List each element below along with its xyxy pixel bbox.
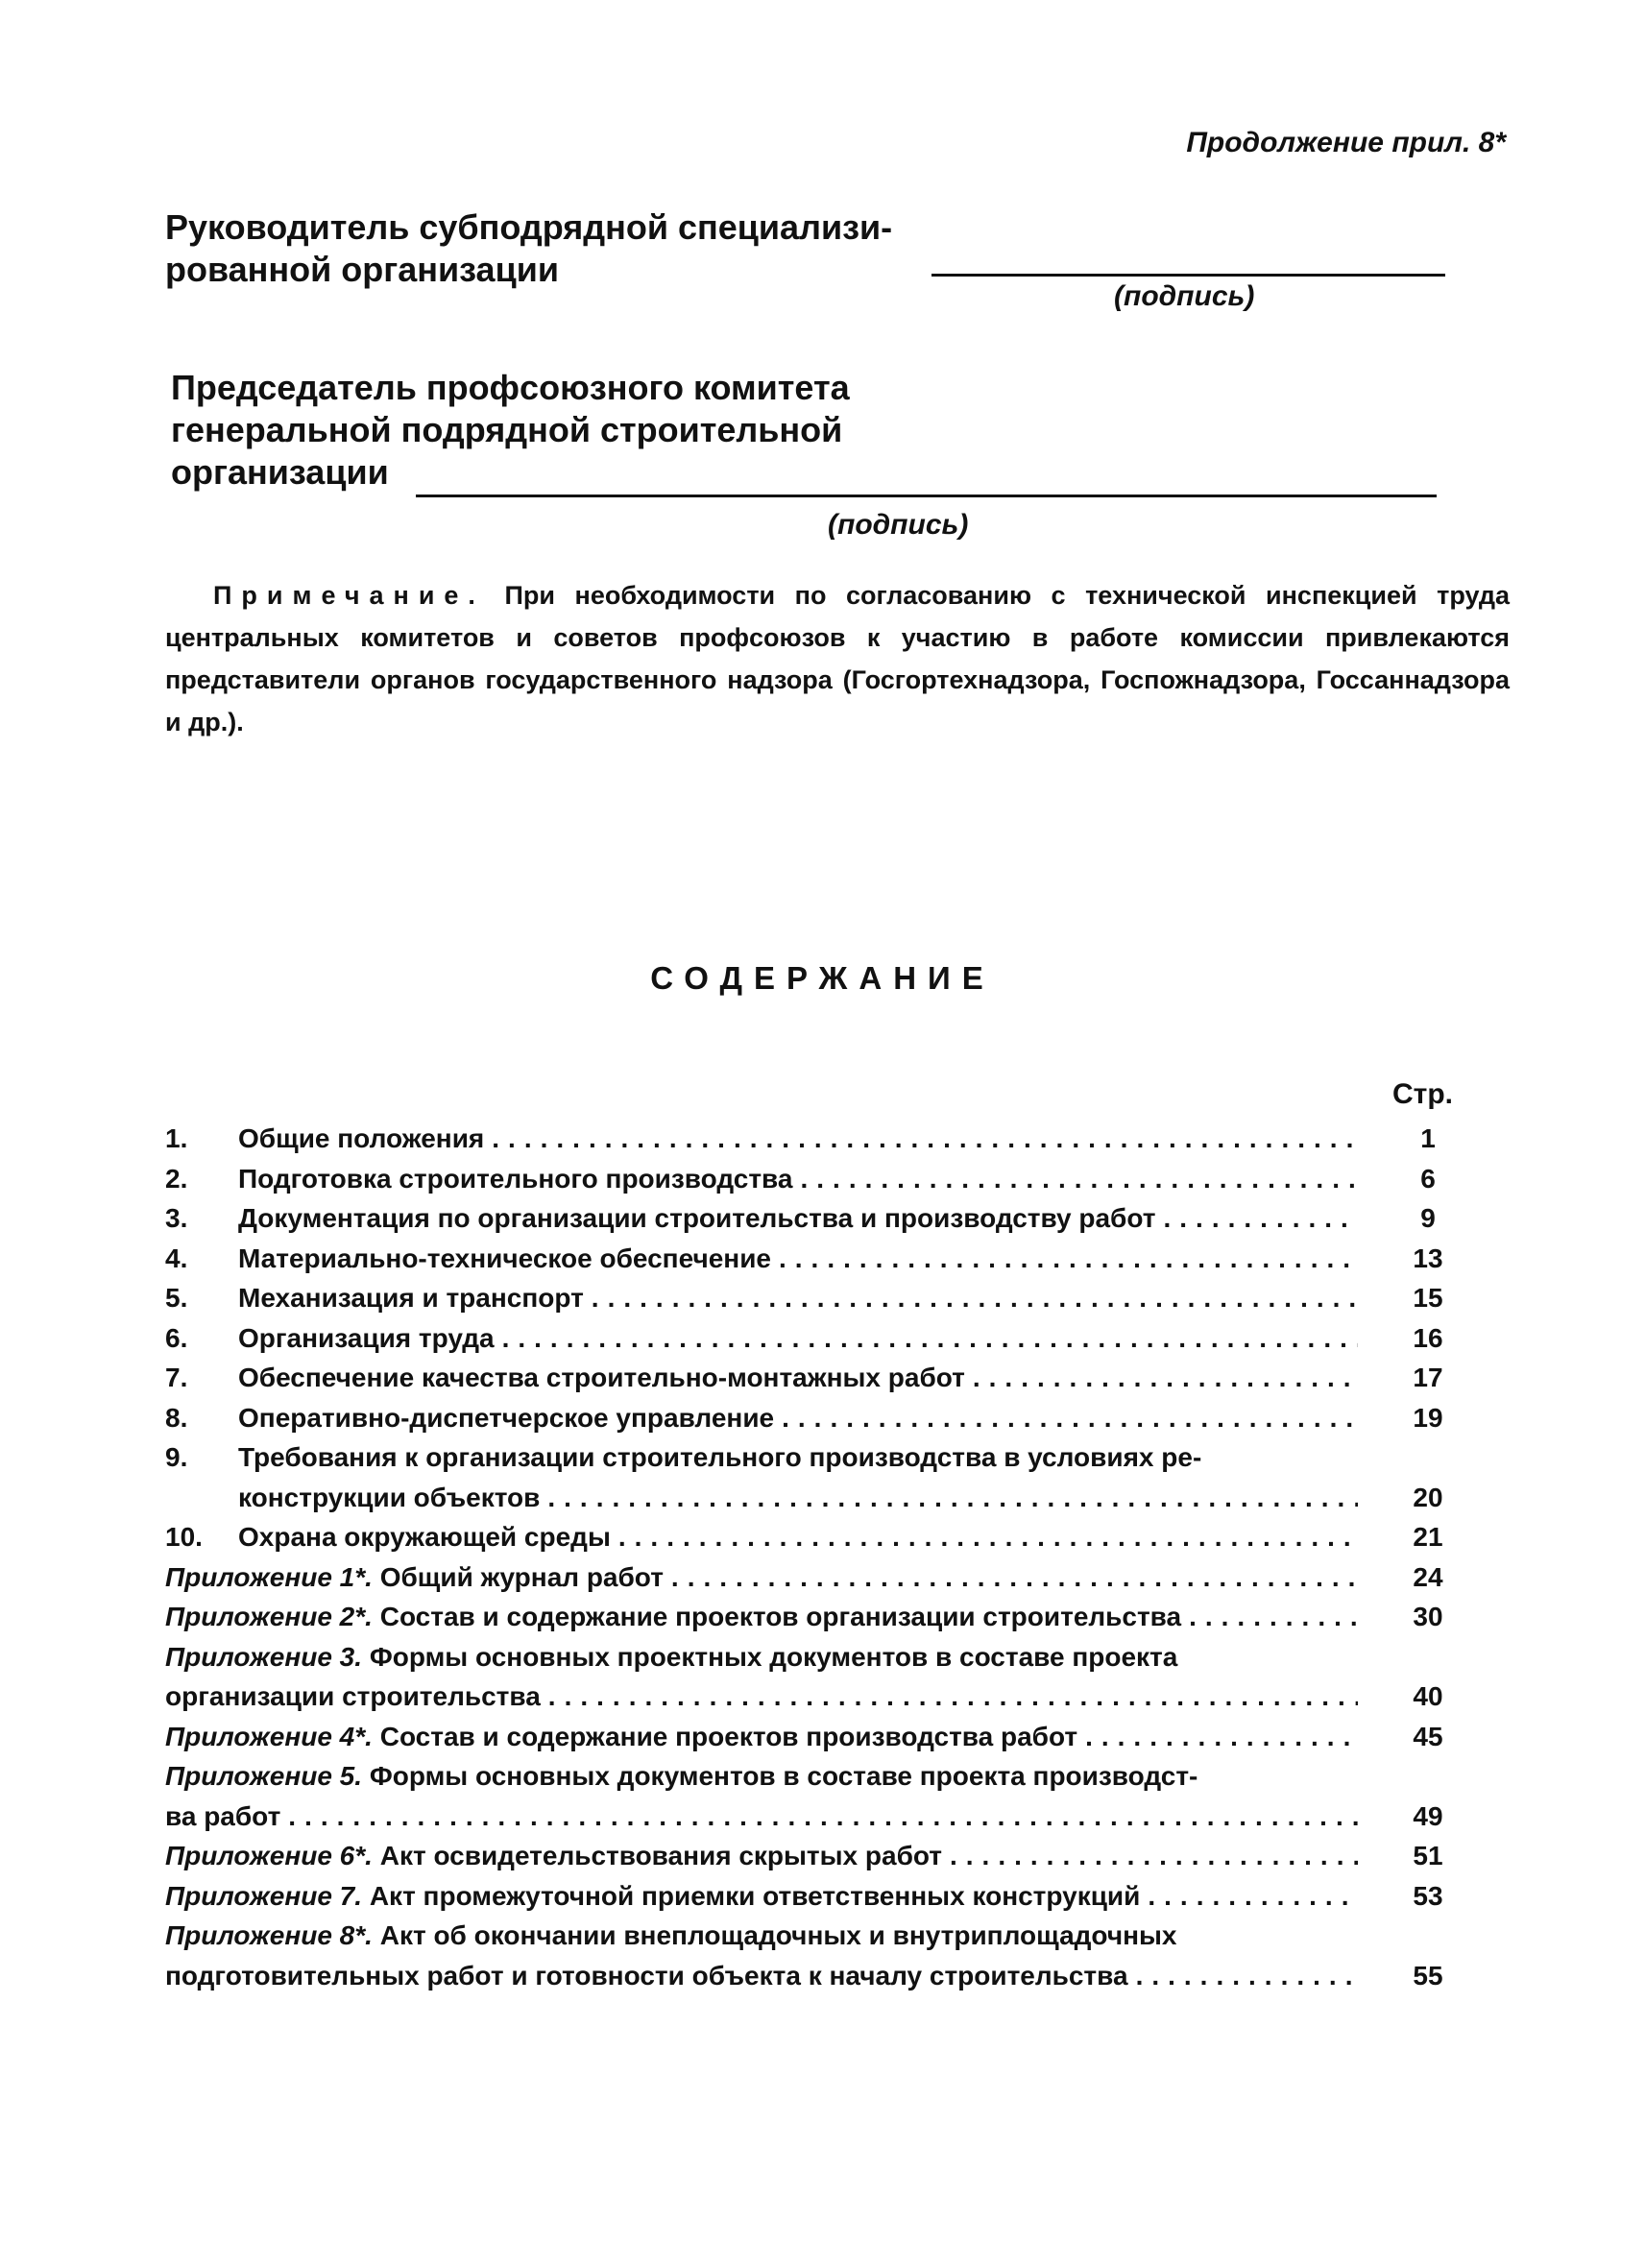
toc-entry-page: 51 <box>1413 1841 1443 1870</box>
union-title-line-1: Председатель профсоюзного комитета <box>171 368 850 407</box>
subcontractor-signature-caption: (подпись) <box>1114 280 1255 312</box>
toc-entry-title: Организация труда <box>238 1322 495 1353</box>
toc-entry-title: Материально-техническое обеспечение <box>238 1243 771 1273</box>
toc-entry <box>165 1278 1471 1318</box>
toc-appendix-label: Приложение 6*. <box>165 1841 373 1870</box>
toc-appendix-label: Приложение 4*. <box>165 1721 373 1751</box>
toc-leader-dots <box>547 1478 1358 1518</box>
toc-entry-title: Формы основных документов в составе проекта производст- <box>369 1761 1198 1791</box>
toc-entry-text-wrap <box>238 1119 484 1159</box>
toc-leader-dots <box>950 1836 1358 1876</box>
toc-entry <box>165 1239 1471 1279</box>
toc-entry-title: Оперативно-диспетчерское управление <box>238 1402 775 1433</box>
toc-entry-body <box>238 1358 1358 1398</box>
toc-entry-body <box>165 1756 1358 1797</box>
toc-entry <box>165 1717 1471 1757</box>
toc-entry-text-wrap <box>238 1478 540 1518</box>
toc-entry <box>165 1756 1471 1797</box>
toc-entry <box>165 1916 1471 1956</box>
subcontractor-title-line-2: рованной организации <box>165 250 559 289</box>
toc-entry-body <box>238 1198 1358 1239</box>
toc-entry-page: 53 <box>1413 1880 1443 1911</box>
union-signature-line <box>416 495 1437 497</box>
toc-entry-text-wrap <box>165 1637 1177 1677</box>
toc-entry-text-wrap <box>238 1278 584 1318</box>
toc-entry <box>165 1677 1471 1717</box>
toc-leader-dots <box>1148 1876 1358 1917</box>
toc-entry-text-wrap <box>165 1677 541 1717</box>
toc-leader-dots <box>1163 1198 1358 1239</box>
toc-leader-dots <box>502 1318 1358 1359</box>
toc-entry-body <box>238 1318 1358 1359</box>
toc-leader-dots <box>782 1398 1358 1438</box>
toc-entry-title: Акт промежуточной приемки ответственных конструкций <box>369 1880 1141 1911</box>
toc-entry-title: ва работ <box>165 1800 281 1831</box>
toc-entry-page: 20 <box>1413 1482 1443 1512</box>
note-text: При необходимости по согласованию с технической инспекцией труда центральных комитетов и советов профсоюзов к участию в работе комиссии привлекаются представители органов государственного надзора (Госгортехнадзора, Госпожнадзора, Госсаннадзора и др.). <box>165 581 1510 736</box>
toc-leader-dots <box>671 1557 1358 1598</box>
toc-entry-page: 16 <box>1413 1322 1443 1353</box>
toc-entry-title: подготовительных работ и готовности объекта к началу строительства <box>165 1960 1128 1991</box>
toc-entry-title: Документация по организации строительства и производству работ <box>238 1203 1156 1233</box>
toc-entry <box>165 1437 1471 1478</box>
toc-entry-text-wrap <box>165 1557 664 1598</box>
toc-entry-body <box>238 1159 1358 1199</box>
toc-leader-dots <box>618 1517 1358 1557</box>
note-paragraph <box>165 574 1510 743</box>
note-label: Примечание. <box>213 581 485 610</box>
toc-entry <box>165 1597 1471 1637</box>
toc-entry-body <box>165 1717 1358 1757</box>
toc-entry-body <box>165 1557 1358 1598</box>
toc-leader-dots <box>779 1239 1358 1279</box>
toc-entry-body <box>238 1517 1358 1557</box>
toc-entry-body <box>165 1916 1358 1956</box>
toc-entry-page: 49 <box>1413 1800 1443 1831</box>
toc-entry-title: Состав и содержание проектов производства работ <box>379 1721 1078 1751</box>
toc-entry <box>165 1956 1471 1996</box>
toc-entry-body <box>238 1437 1358 1478</box>
toc-entry-title: Подготовка строительного производства <box>238 1163 793 1194</box>
toc-entry-page: 6 <box>1420 1163 1436 1194</box>
toc-entry <box>165 1557 1471 1598</box>
toc-entry-text-wrap <box>238 1318 495 1359</box>
toc-entry-body <box>238 1119 1358 1159</box>
toc-entry <box>165 1836 1471 1876</box>
toc-entry-title: Обеспечение качества строительно-монтажных работ <box>238 1363 965 1392</box>
toc-entry <box>165 1517 1471 1557</box>
toc-entry-title: Акт освидетельствования скрытых работ <box>379 1841 942 1870</box>
toc-entry-title: организации строительства <box>165 1681 541 1711</box>
toc-entry-page: 30 <box>1413 1602 1443 1631</box>
subcontractor-signature-line <box>931 274 1445 277</box>
toc-entry <box>165 1358 1471 1398</box>
toc-entry-title: Акт об окончании внеплощадочных и внутриплощадочных <box>379 1920 1177 1950</box>
toc-entry-text-wrap <box>165 1797 280 1837</box>
toc-entry-title: Состав и содержание проектов организации строительства <box>379 1602 1182 1631</box>
toc-appendix-label: Приложение 8*. <box>165 1920 373 1950</box>
toc-entry <box>165 1637 1471 1677</box>
toc-entry-body <box>238 1239 1358 1279</box>
toc-entry-title: Требования к организации строительного производства в условиях ре- <box>238 1442 1202 1472</box>
toc-entry-text-wrap <box>165 1756 1197 1797</box>
toc-entry-page: 13 <box>1413 1243 1443 1273</box>
toc-entry-number: 7. <box>165 1363 188 1392</box>
toc-entry-text-wrap <box>238 1358 965 1398</box>
toc-entry-number: 8. <box>165 1402 188 1433</box>
toc-entry-body <box>165 1797 1358 1837</box>
toc-appendix-label: Приложение 5. <box>165 1761 363 1791</box>
toc-appendix-label: Приложение 3. <box>165 1641 363 1672</box>
toc-entry-page: 21 <box>1413 1522 1443 1552</box>
toc-entry-text-wrap <box>165 1717 1077 1757</box>
toc-leader-dots <box>288 1797 1358 1837</box>
toc-entry-title: Механизация и транспорт <box>238 1283 584 1313</box>
union-title-line-3: организации <box>171 452 389 492</box>
toc-entry-body <box>165 1597 1358 1637</box>
toc-entry-page: 9 <box>1420 1203 1436 1233</box>
toc-leader-dots <box>800 1159 1358 1199</box>
toc-entry <box>165 1119 1471 1159</box>
subcontractor-signature-block <box>165 206 892 291</box>
toc-entry-title: Формы основных проектных документов в составе проекта <box>369 1641 1178 1672</box>
toc-leader-dots <box>1189 1597 1358 1637</box>
toc-entry-number: 10. <box>165 1522 203 1552</box>
toc-entry-number: 6. <box>165 1322 188 1353</box>
toc-entry <box>165 1398 1471 1438</box>
toc-entry-body <box>238 1478 1358 1518</box>
toc-leader-dots <box>492 1119 1358 1159</box>
toc-entry-number: 1. <box>165 1123 188 1153</box>
toc-leader-dots <box>592 1278 1358 1318</box>
toc-entry <box>165 1198 1471 1239</box>
continuation-label: Продолжение прил. 8* <box>1186 127 1506 158</box>
toc-leader-dots <box>1085 1717 1358 1757</box>
toc-entry-text-wrap <box>238 1239 771 1279</box>
toc-entry-number: 9. <box>165 1442 188 1472</box>
toc-entry-body <box>238 1278 1358 1318</box>
toc-entry-text-wrap <box>238 1198 1155 1239</box>
toc-entry-page: 40 <box>1413 1681 1443 1711</box>
toc-leader-dots <box>1136 1956 1358 1996</box>
toc-title: СОДЕРЖАНИЕ <box>650 960 995 996</box>
toc-entry <box>165 1478 1471 1518</box>
toc-entry-page: 17 <box>1413 1363 1443 1392</box>
toc-entry-text-wrap <box>238 1398 774 1438</box>
union-signature-caption: (подпись) <box>828 509 969 541</box>
toc-entry-text-wrap <box>165 1597 1181 1637</box>
toc-entry-page: 15 <box>1413 1283 1443 1313</box>
toc-entry-page: 55 <box>1413 1960 1443 1991</box>
toc-entry-page: 45 <box>1413 1721 1443 1751</box>
toc-entry-title: конструкции объектов <box>238 1482 541 1512</box>
toc-entry-body <box>165 1876 1358 1917</box>
toc-entry-body <box>238 1398 1358 1438</box>
toc-entry-number: 4. <box>165 1243 188 1273</box>
toc-entry-number: 3. <box>165 1203 188 1233</box>
toc-entry-text-wrap <box>238 1517 611 1557</box>
toc-entry-text-wrap <box>238 1437 1201 1478</box>
toc-entry-text-wrap <box>165 1916 1176 1956</box>
toc-entry-number: 2. <box>165 1163 188 1194</box>
toc-appendix-label: Приложение 7. <box>165 1880 363 1911</box>
toc-entry <box>165 1797 1471 1837</box>
toc-appendix-label: Приложение 2*. <box>165 1602 373 1631</box>
toc-entry-body <box>165 1956 1358 1996</box>
union-title-line-2: генеральной подрядной строительной <box>171 410 843 449</box>
toc-entry <box>165 1318 1471 1359</box>
toc-entry-title: Общие положения <box>238 1123 485 1153</box>
toc-entry-body <box>165 1637 1358 1677</box>
toc-leader-dots <box>548 1677 1358 1717</box>
toc-entry-body <box>165 1836 1358 1876</box>
toc-entry-title: Охрана окружающей среды <box>238 1522 611 1552</box>
toc-entry-text-wrap <box>165 1956 1128 1996</box>
toc-entry-text-wrap <box>165 1836 942 1876</box>
toc-entry-page: 24 <box>1413 1561 1443 1592</box>
toc-entry-text-wrap <box>238 1159 792 1199</box>
toc-entry <box>165 1876 1471 1917</box>
toc-entry-page: 1 <box>1420 1123 1436 1153</box>
toc-entry-title: Общий журнал работ <box>379 1561 664 1592</box>
subcontractor-title-line-1: Руководитель субподрядной специализи- <box>165 207 893 247</box>
toc-leader-dots <box>973 1358 1358 1398</box>
table-of-contents <box>165 1119 1471 1995</box>
toc-appendix-label: Приложение 1*. <box>165 1561 373 1592</box>
toc-entry-page: 19 <box>1413 1402 1443 1433</box>
toc-entry <box>165 1159 1471 1199</box>
toc-page-column-header: Стр. <box>1392 1078 1454 1110</box>
toc-entry-body <box>165 1677 1358 1717</box>
toc-entry-text-wrap <box>165 1876 1140 1917</box>
union-signature-block <box>171 367 850 494</box>
toc-entry-number: 5. <box>165 1283 188 1313</box>
